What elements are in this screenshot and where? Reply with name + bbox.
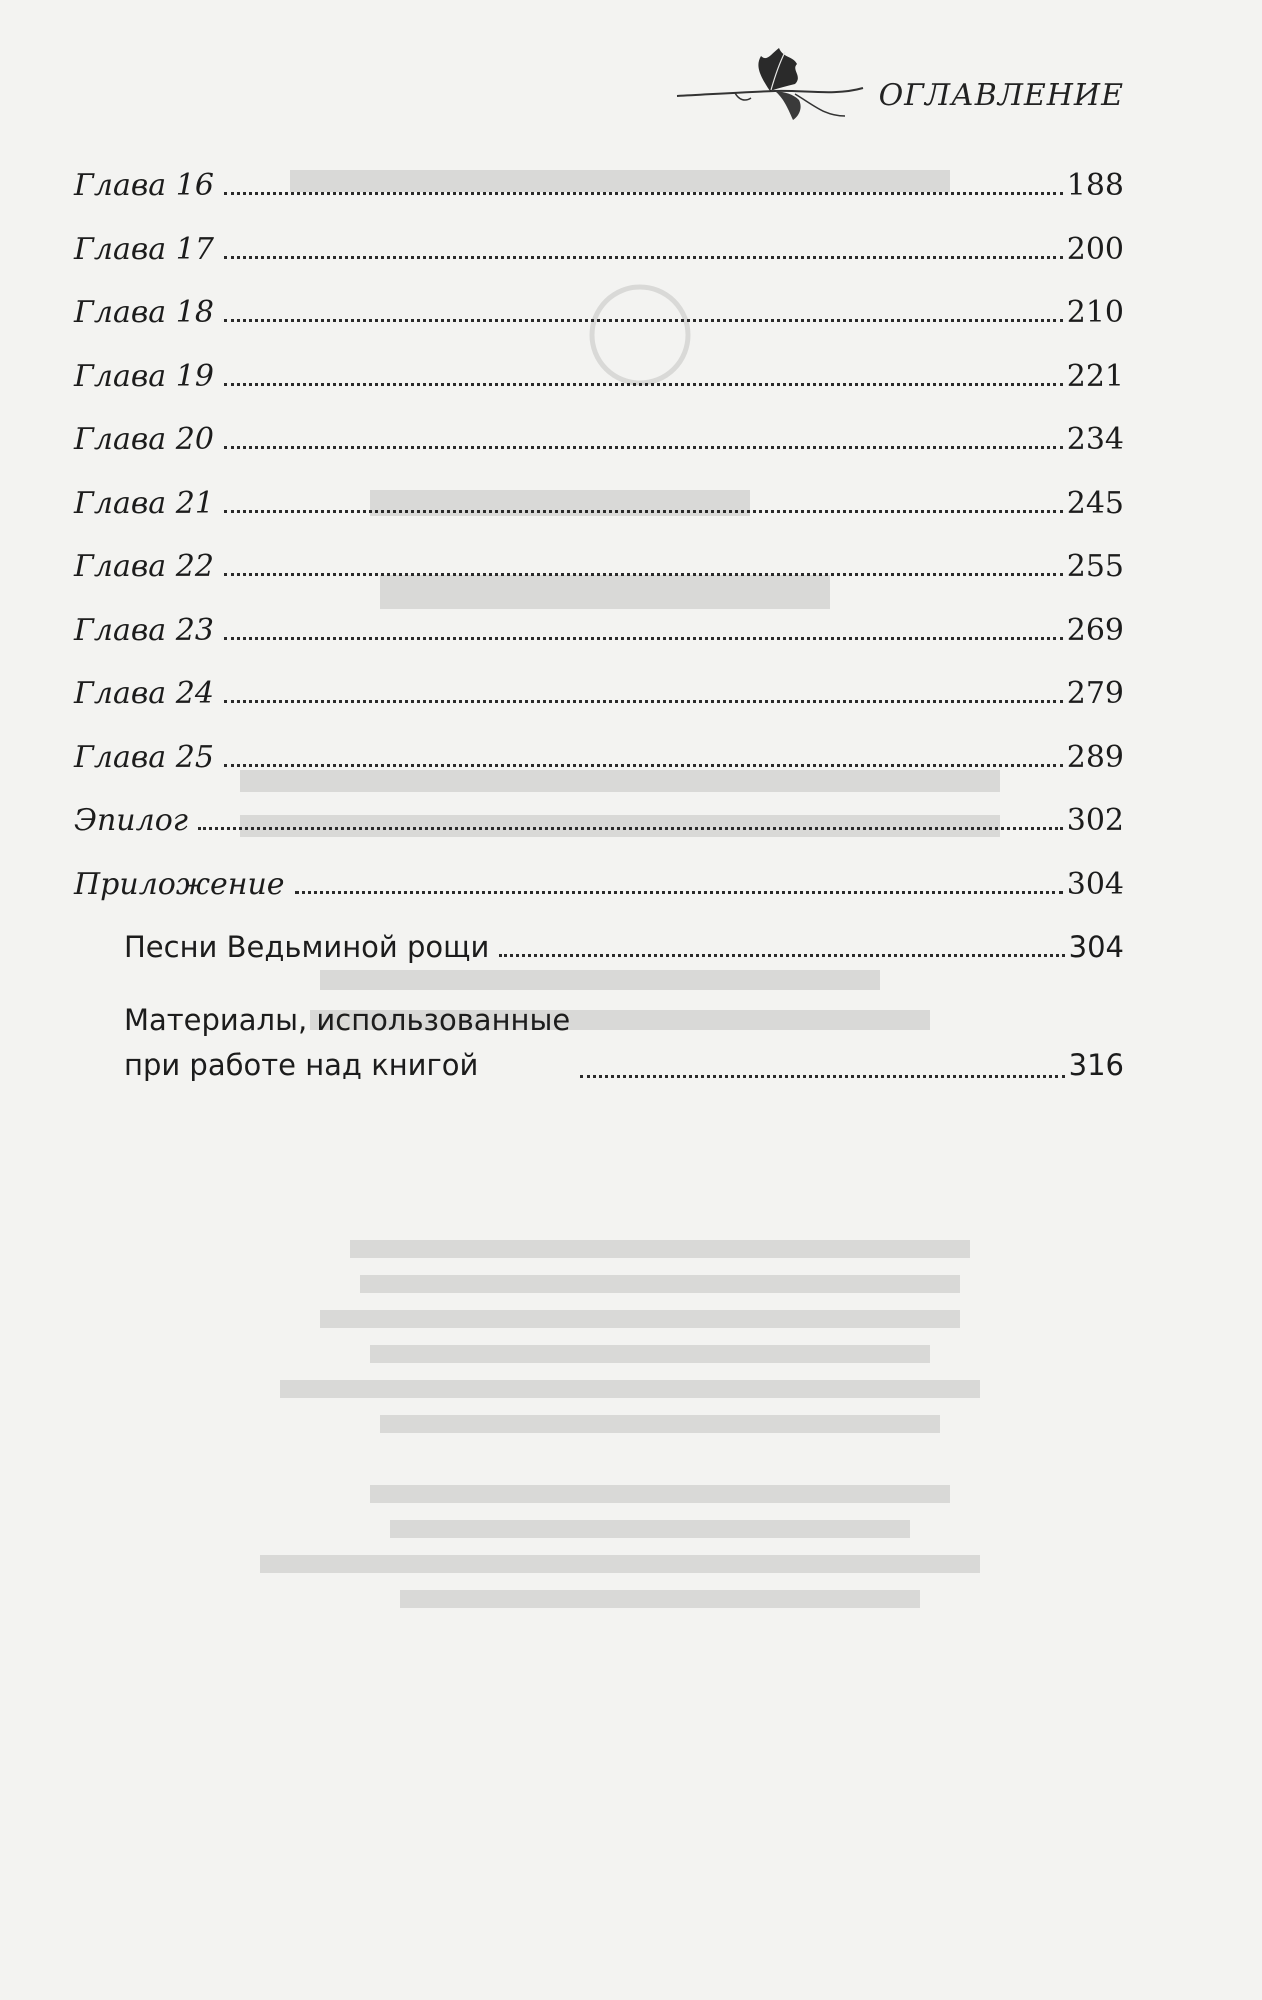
leaf-branch-icon <box>675 36 865 136</box>
toc-entry[interactable] <box>74 613 1124 677</box>
toc-entry-label: Глава 19 <box>74 358 214 394</box>
toc-entry-label: Глава 25 <box>74 739 214 775</box>
toc-entry-page: 304 <box>1066 866 1124 902</box>
toc-entry-page: 269 <box>1066 612 1124 648</box>
toc-entry-label: Глава 18 <box>74 295 214 330</box>
running-header <box>675 36 1124 136</box>
dot-leader <box>224 192 1063 195</box>
toc-entry[interactable] <box>74 740 1124 804</box>
dot-leader <box>224 319 1063 322</box>
toc-entry-page: 289 <box>1066 739 1124 775</box>
dot-leader <box>224 637 1063 640</box>
toc-entry-page: 210 <box>1066 295 1124 330</box>
toc-entry-label: Глава 20 <box>74 422 214 457</box>
toc-entry[interactable] <box>74 359 1124 423</box>
toc-entry-page: 302 <box>1066 803 1124 838</box>
dot-leader <box>224 446 1063 449</box>
toc-subentry-label-line1: Материалы, использованные <box>124 1002 571 1037</box>
dot-leader <box>224 256 1063 259</box>
dot-leader <box>224 700 1063 703</box>
toc-entry[interactable] <box>74 422 1124 486</box>
toc-entry-label: Глава 24 <box>74 676 214 711</box>
toc-entry[interactable] <box>74 295 1124 359</box>
toc-subentry-label: Песни Ведьминой рощи <box>124 930 490 964</box>
dot-leader <box>295 891 1063 894</box>
dot-leader <box>224 383 1063 386</box>
toc-entry-label: Глава 21 <box>74 485 214 521</box>
toc-entry-page: 221 <box>1066 358 1124 394</box>
toc-entry[interactable] <box>74 676 1124 740</box>
toc-subentry[interactable] <box>74 998 1124 1088</box>
header-title: ОГЛАВЛЕНИЕ <box>878 77 1124 113</box>
toc-entry-epilogue[interactable] <box>74 803 1124 867</box>
toc-entry-label: Глава 23 <box>74 612 214 648</box>
dot-leader <box>224 764 1063 767</box>
toc-entry[interactable] <box>74 549 1124 613</box>
toc-entry-page: 255 <box>1066 549 1124 584</box>
toc-entry-page: 234 <box>1066 422 1124 457</box>
toc-entry[interactable] <box>74 486 1124 550</box>
dot-leader <box>198 827 1063 830</box>
toc-entry-appendix[interactable] <box>74 867 1124 931</box>
toc-entry-page: 200 <box>1066 231 1124 267</box>
toc-entry-label: Глава 17 <box>74 231 214 267</box>
toc-subentry-page: 304 <box>1068 930 1124 964</box>
dot-leader <box>580 1075 1064 1078</box>
toc-subentry-page: 316 <box>1068 1047 1124 1082</box>
table-of-contents <box>74 168 1124 1088</box>
toc-entry-page: 188 <box>1066 168 1124 203</box>
dot-leader <box>224 510 1063 513</box>
toc-subentry-label-line2: при работе над книгой <box>124 1047 479 1082</box>
toc-entry-label: Эпилог <box>74 803 188 838</box>
toc-subentry-label <box>124 998 580 1088</box>
toc-entry-page: 279 <box>1066 676 1124 711</box>
toc-entry[interactable] <box>74 232 1124 296</box>
dot-leader <box>224 573 1063 576</box>
dot-leader <box>499 954 1064 957</box>
toc-entry-page: 245 <box>1066 485 1124 521</box>
toc-subentry[interactable] <box>74 930 1124 994</box>
toc-entry-label: Приложение <box>74 866 285 902</box>
toc-entry-label: Глава 22 <box>74 549 214 584</box>
toc-entry-label: Глава 16 <box>74 168 214 203</box>
toc-entry[interactable] <box>74 168 1124 232</box>
